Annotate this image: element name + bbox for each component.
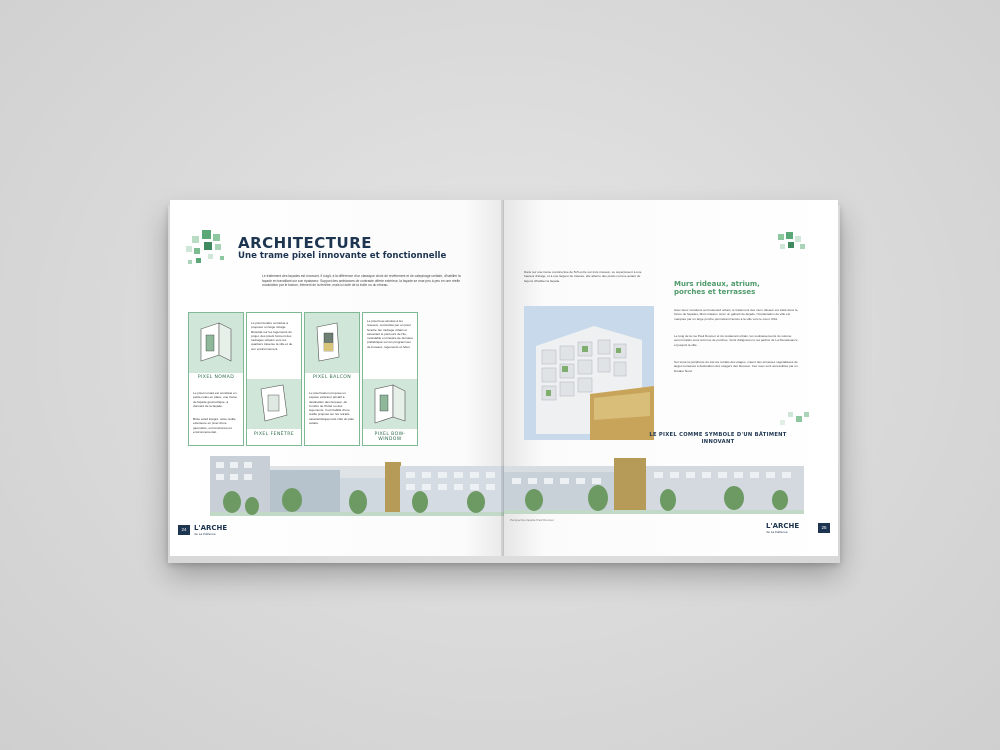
card-label: PIXEL NOMAD [197,375,235,380]
card-pixel-nomad [188,312,244,446]
card-illustration [363,379,417,429]
card-text: Le pixel fenêtre constitué à proposer un large vitrage. Résultat sur les logements du projet, des pixels forment des cadrages urbains vers les quartiers traverse la ville et de son environnement. [251,321,293,351]
section-title: Murs rideaux, atrium, porches et terrasses [674,280,760,296]
page-number: 25 [818,523,830,533]
page-number: 24 [178,525,190,535]
pixel-pattern-decoration [180,226,240,274]
logo: L'ARCHE [194,524,228,532]
building-photo [524,306,654,440]
right-page [504,200,838,556]
card-extra-text: Brise soleil intégré, cette résille extérieure en pixel d'une géométrie, est fonctionnel et environnemental. [193,417,236,434]
card-pixel-bow-window [362,312,418,446]
card-illustration [189,313,243,373]
pixel-pattern-decoration [748,410,818,434]
logo: L'ARCHE [766,522,800,530]
paragraph: Sur toute la périphérie du site les retraits des étages, créent des terrasses végétalisées de larges terrasses à destination des usagers des bureaux. Ces vues sont accessibles par un linéaire Nord. [674,360,798,373]
pixel-pattern-decoration [774,230,824,260]
card-illustration [305,313,359,373]
card-text: Le pixel balcon propose un espace extérieur privatif à destination des bureaux, de l'ombre de l'hôtel ou des logements. Il est habillé d'une résille proposé sur les retraits caractéristiques tels côté du plan solaire. [309,391,355,426]
card-label: PIXEL BOW-WINDOW [374,432,406,442]
photo-credit: Perspective façade Paul Doumer [510,518,554,522]
intro-paragraph: Dans sur une trame constructive de 5x5 entre sur trois niveaux, se superposent à une hauteur d'étage, et à une largeur de travées, elle alterne des pixels comme autant de façons d'habiter la façade. [524,270,642,283]
page-subtitle: Une trame pixel innovante et fonctionnelle [238,251,447,261]
card-pixel-fenetre [246,312,302,446]
left-page [170,200,504,556]
page-title: ARCHITECTURE [238,234,372,252]
intro-paragraph: Le traitement des façades est innovant. Il s'agit, à la différence d'un classique choix de revêtement et de calepinage unitaire, d'habiller la façade en travaillant sur son épaisseur. Support des ambiances de contraste offerte extérieur, la façade se mue peu à peu en une réelle modulation par le balcon, élément de la fenêtre, mais ici doté de la boîte ou du réseau. [262,274,461,288]
card-text: Le pixel bow-window à les réseaux, concrétisé par un pixel fenêtre. En cadrage urbain et associant le parcours de l'île, modulable en linéaire de dernière préfabriqué sur les programmes de bureaux, logements et hôtel. [367,319,413,349]
paragraph: Avec deux vocations au boulevard urbain, le traitement des murs rideaux est traité dans la forme de façades, Murs rideaux. Avec un gabarit de façade, l'implantation de ville est marquée par un large porche permettant l'accès à la ville vers le cœur d'îlot. [674,308,798,321]
building-elevation-illustration [210,456,504,524]
card-text: Le pixel nomad est constitué en petits-cotés en place, une trame de façade géométrique, à donnant de la façade. [193,391,238,408]
logo-subtitle: de La Défense [194,532,216,536]
card-label: PIXEL BALCON [312,375,352,380]
highlight-quote: LE PIXEL COMME SYMBOLE D'UN BÂTIMENT INNOVANT [649,432,787,445]
logo-subtitle: de La Défense [766,530,788,534]
card-label: PIXEL FENÊTRE [253,432,295,437]
building-elevation-illustration [504,452,804,518]
paragraph: Le long de la rue Paul Doumer et du restaurant urbain, les soubassements du volume seront traités sous la forme de porches, Verts d'alignement, les jardins de La Renaissance et jusqu'à la ville. [674,334,798,347]
card-illustration [247,379,301,429]
card-pixel-balcon [304,312,360,446]
